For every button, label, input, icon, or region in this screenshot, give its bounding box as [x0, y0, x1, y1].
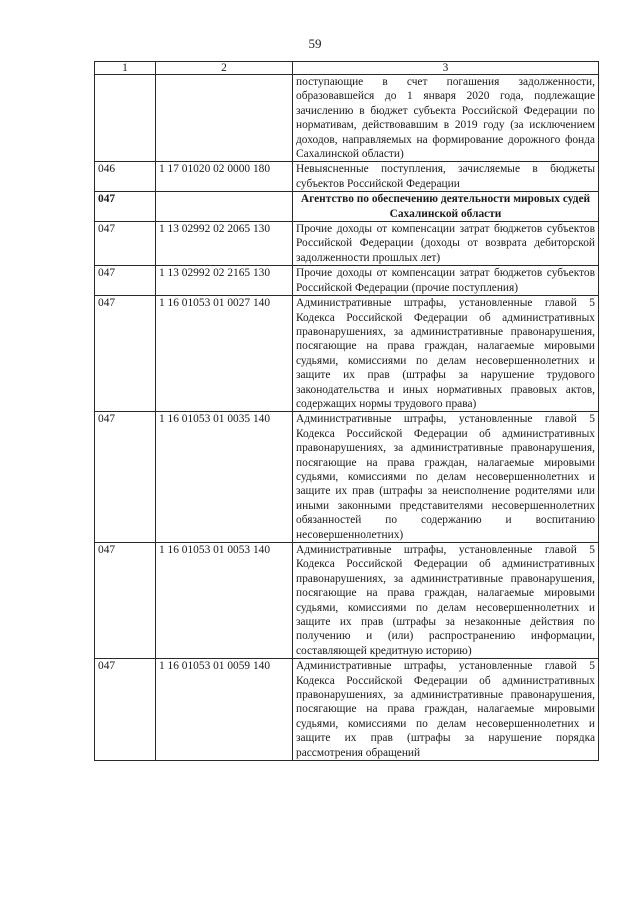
table-row [95, 162, 599, 192]
agency-header-row [95, 192, 599, 222]
budget-code-cell: 1 16 01053 01 0053 140 [156, 543, 293, 659]
description-cell: Прочие доходы от компенсации затрат бюджетов субъектов Российской Федерации (доходы от возврата дебиторской задолженности прошлых лет) [293, 222, 599, 266]
description-cell: Прочие доходы от компенсации затрат бюджетов субъектов Российской Федерации (прочие поступления) [293, 266, 599, 296]
budget-code-cell: 1 16 01053 01 0035 140 [156, 412, 293, 543]
description-cell: Административные штрафы, установленные главой 5 Кодекса Российской Федерации об административных правонарушениях, за административные правонарушения, посягающие на права граждан, налагаемые мировыми судьями, комиссиями по делам несовершеннолетних и защите их прав (штрафы за незаконные действия по получению и (или) распространению информации, составляющей кредитную историю) [293, 543, 599, 659]
description-cell: Административные штрафы, установленные главой 5 Кодекса Российской Федерации об административных правонарушениях, за административные правонарушения, посягающие на права граждан, налагаемые мировыми судьями, комиссиями по делам несовершеннолетних и защите их прав (штрафы за нарушение трудового законодательства и иных нормативных правовых актов, содержащих нормы трудового права) [293, 296, 599, 412]
budget-code-cell [156, 75, 293, 162]
administrator-code-cell: 047 [95, 296, 156, 412]
table-row [95, 266, 599, 296]
budget-code-cell: 1 13 02992 02 2065 130 [156, 222, 293, 266]
budget-code-cell [156, 192, 293, 222]
table-row [95, 659, 599, 761]
table-row [95, 296, 599, 412]
revenue-classification-table [94, 61, 599, 761]
administrator-code-cell: 047 [95, 659, 156, 761]
table-row [95, 412, 599, 543]
column-header-1: 1 [95, 62, 156, 75]
column-header-3: 3 [293, 62, 599, 75]
administrator-code-cell: 047 [95, 543, 156, 659]
table-row [95, 543, 599, 659]
description-cell: поступающие в счет погашения задолженности, образовавшейся до 1 января 2020 года, подлежащие зачислению в бюджет субъекта Российской Федерации по нормативам, действовавшим в 2019 году (за исключением доходов, направляемых на формирование дорожного фонда Сахалинской области) [293, 75, 599, 162]
description-cell: Невыясненные поступления, зачисляемые в бюджеты субъектов Российской Федерации [293, 162, 599, 192]
table-body [95, 75, 599, 761]
administrator-code-cell: 047 [95, 412, 156, 543]
administrator-code-cell: 047 [95, 266, 156, 296]
administrator-code-cell [95, 75, 156, 162]
administrator-code-cell: 047 [95, 222, 156, 266]
description-cell: Административные штрафы, установленные главой 5 Кодекса Российской Федерации об административных правонарушениях, за административные правонарушения, посягающие на права граждан, налагаемые мировыми судьями, комиссиями по делам несовершеннолетних и защите их прав (штрафы за неисполнение родителями или иными законными представителями несовершеннолетних обязанностей по содержанию и воспитанию несовершеннолетних) [293, 412, 599, 543]
agency-name-cell: Агентство по обеспечению деятельности мировых судей Сахалинской области [293, 192, 599, 222]
page-number: 59 [308, 36, 322, 51]
budget-code-cell: 1 13 02992 02 2165 130 [156, 266, 293, 296]
budget-code-cell: 1 16 01053 01 0027 140 [156, 296, 293, 412]
administrator-code-cell: 046 [95, 162, 156, 192]
description-cell: Административные штрафы, установленные главой 5 Кодекса Российской Федерации об административных правонарушениях, за административные правонарушения, посягающие на права граждан, налагаемые мировыми судьями, комиссиями по делам несовершеннолетних и защите их прав (штрафы за нарушение порядка рассмотрения обращений [293, 659, 599, 761]
budget-code-cell: 1 16 01053 01 0059 140 [156, 659, 293, 761]
column-header-2: 2 [156, 62, 293, 75]
administrator-code-cell: 047 [95, 192, 156, 222]
table-row [95, 75, 599, 162]
budget-code-cell: 1 17 01020 02 0000 180 [156, 162, 293, 192]
table-row [95, 222, 599, 266]
table-header-row [95, 62, 599, 75]
